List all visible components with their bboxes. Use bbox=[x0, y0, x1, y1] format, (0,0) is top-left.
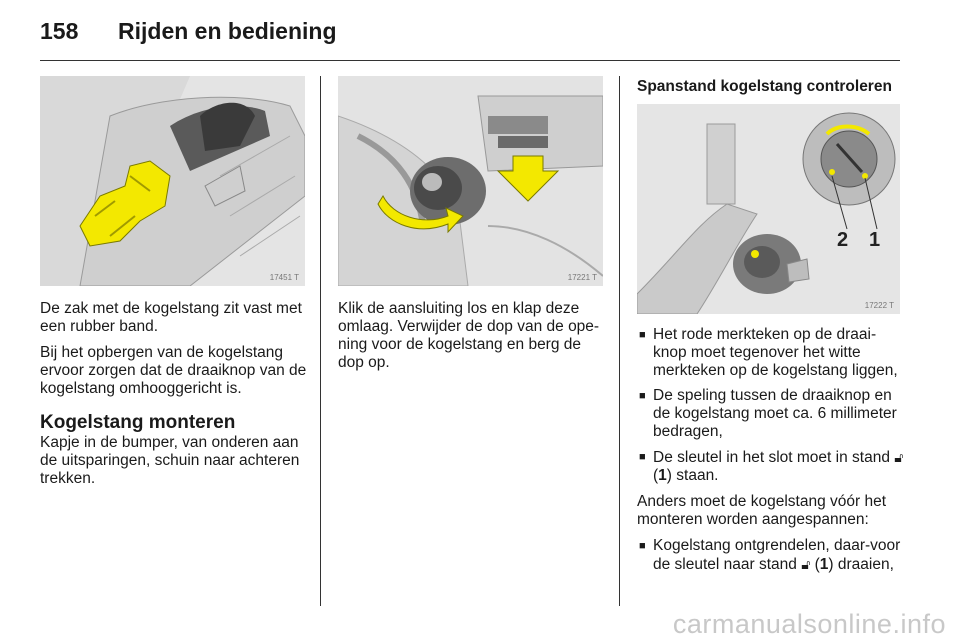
paragraph: Anders moet de kogelstang vóór het monteren worden aangespannen: bbox=[637, 493, 887, 528]
figure-code: 17222 T bbox=[864, 301, 894, 310]
list-item: ■ De speling tussen de draaiknop en de kogelstang moet ca. 6 millimeter bedragen, bbox=[637, 387, 905, 441]
section-heading: Kogelstang monteren bbox=[40, 412, 236, 433]
connector-illustration bbox=[338, 76, 603, 286]
column-2-text bbox=[338, 300, 606, 380]
figure-connector bbox=[338, 76, 603, 286]
tow-bar-knob-illustration bbox=[637, 104, 900, 314]
paragraph: De zak met de kogelstang zit vast met een rubber band. bbox=[40, 300, 302, 335]
paragraph: Klik de aansluiting los en klap deze omlaag. Verwijder de dop van de ope-ning voor de kogelstang en berg de dop op. bbox=[338, 300, 600, 371]
lock-open-icon: 🔓︎ bbox=[801, 556, 811, 572]
section-subheading: Spanstand kogelstang controleren bbox=[637, 78, 892, 95]
watermark: carmanualsonline.info bbox=[672, 609, 946, 639]
lock-open-icon: 🔓︎ bbox=[894, 449, 904, 465]
column-divider-2 bbox=[619, 76, 620, 606]
figure-tension-check bbox=[637, 104, 900, 314]
bullet-list bbox=[637, 326, 905, 485]
fig-label-1: 1 bbox=[869, 229, 881, 251]
column-1-text bbox=[40, 300, 308, 496]
list-item: ■ Het rode merkteken op de draai-knop moet tegenover het witte merkteken op de kogelstang liggen, bbox=[637, 326, 905, 380]
chapter-title: Rijden en bediening bbox=[118, 18, 337, 44]
column-divider-1 bbox=[320, 76, 321, 606]
header-rule bbox=[40, 60, 900, 61]
page-number: 158 bbox=[40, 18, 79, 44]
paragraph: Kapje in de bumper, van onderen aan de uitsparingen, schuin naar achteren trekken. bbox=[40, 434, 300, 487]
figure-code: 17221 T bbox=[567, 273, 597, 282]
bullet-list bbox=[637, 537, 905, 574]
figure-trunk-bag bbox=[40, 76, 305, 286]
trunk-illustration bbox=[40, 76, 305, 286]
column-3-text bbox=[637, 326, 905, 582]
figure-code: 17451 T bbox=[269, 273, 299, 282]
fig-label-2: 2 bbox=[837, 229, 849, 251]
list-item: ■ Kogelstang ontgrendelen, daar-voor de sleutel naar stand 🔓︎ (1) draaien, bbox=[637, 537, 905, 574]
list-item: ■ De sleutel in het slot moet in stand 🔓︎ (1) staan. bbox=[637, 448, 905, 485]
paragraph: Bij het opbergen van de kogelstang ervoor zorgen dat de draaiknop van de kogelstang omhooggericht is. bbox=[40, 344, 307, 397]
